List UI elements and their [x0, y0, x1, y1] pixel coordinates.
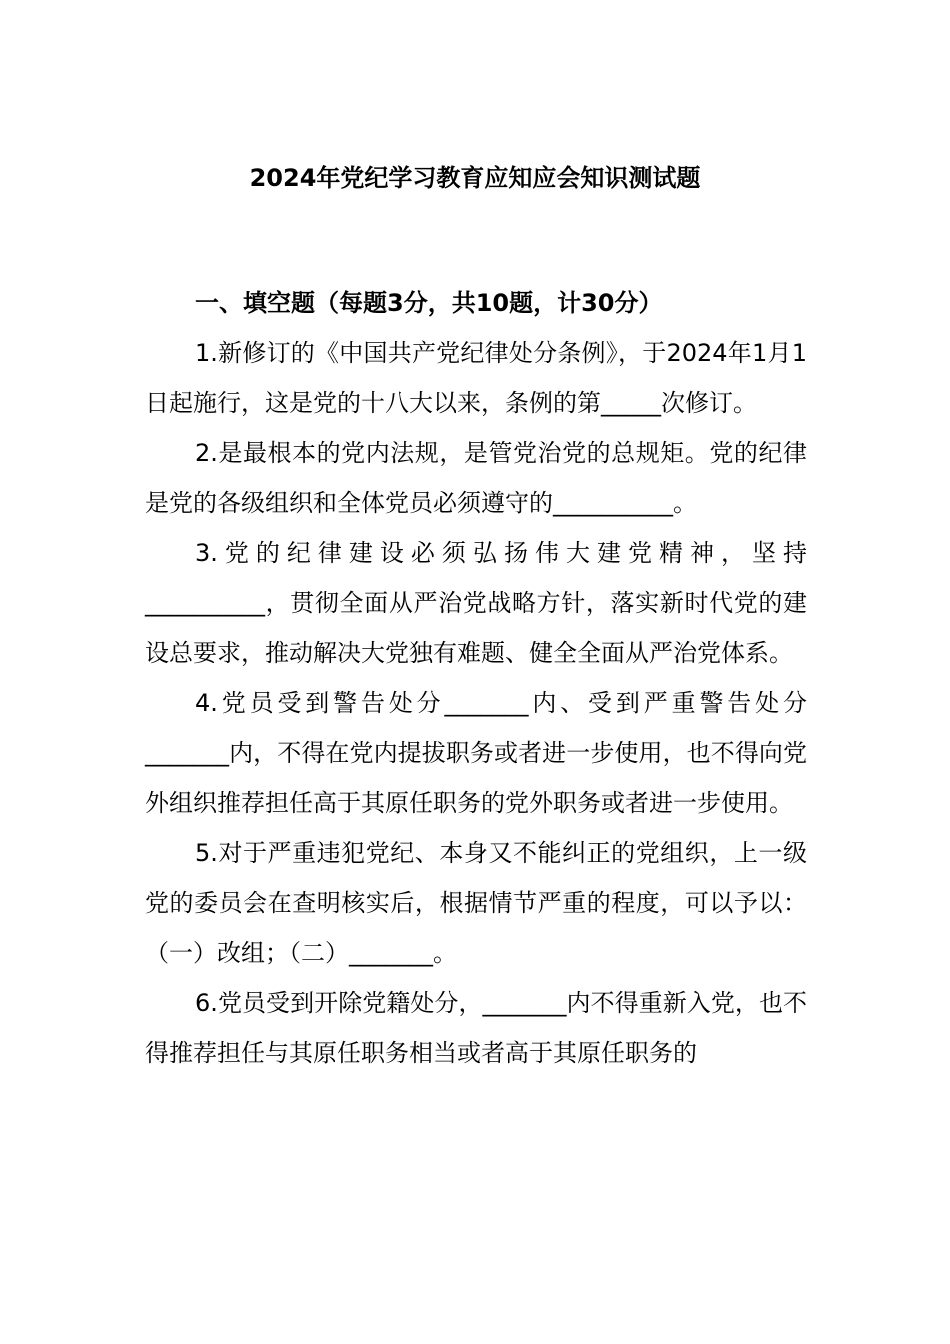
question-6: 6.党员受到开除党籍处分，_______内不得重新入党，也不得推荐担任与其原任职务相当或者高于其原任职务的: [145, 989, 807, 1067]
document-body: [145, 278, 807, 1078]
question-2: 2.是最根本的党内法规，是管党治党的总规矩。党的纪律是党的各级组织和全体党员必须遵守的__________。: [145, 439, 807, 517]
question-4: 4.党员受到警告处分_______内、受到严重警告处分_______内，不得在党内提拔职务或者进一步使用，也不得向党外组织推荐担任高于其原任职务的党外职务或者进一步使用。: [145, 689, 807, 817]
question-1: 1.新修订的《中国共产党纪律处分条例》，于2024年1月1日起施行，这是党的十八大以来，条例的第_____次修订。: [145, 339, 807, 417]
question-3: 3.党的纪律建设必须弘扬伟大建党精神，坚持__________，贯彻全面从严治党战略方针，落实新时代党的建设总要求，推动解决大党独有难题、健全全面从严治党体系。: [145, 539, 807, 667]
section-heading: 一、填空题（每题3分，共10题，计30分）: [195, 289, 663, 317]
question-5: 5.对于严重违犯党纪、本身又不能纠正的党组织，上一级党的委员会在查明核实后，根据情节严重的程度，可以予以：（一）改组；（二）_______。: [145, 839, 807, 967]
document-title: 2024年党纪学习教育应知应会知识测试题: [249, 164, 701, 192]
